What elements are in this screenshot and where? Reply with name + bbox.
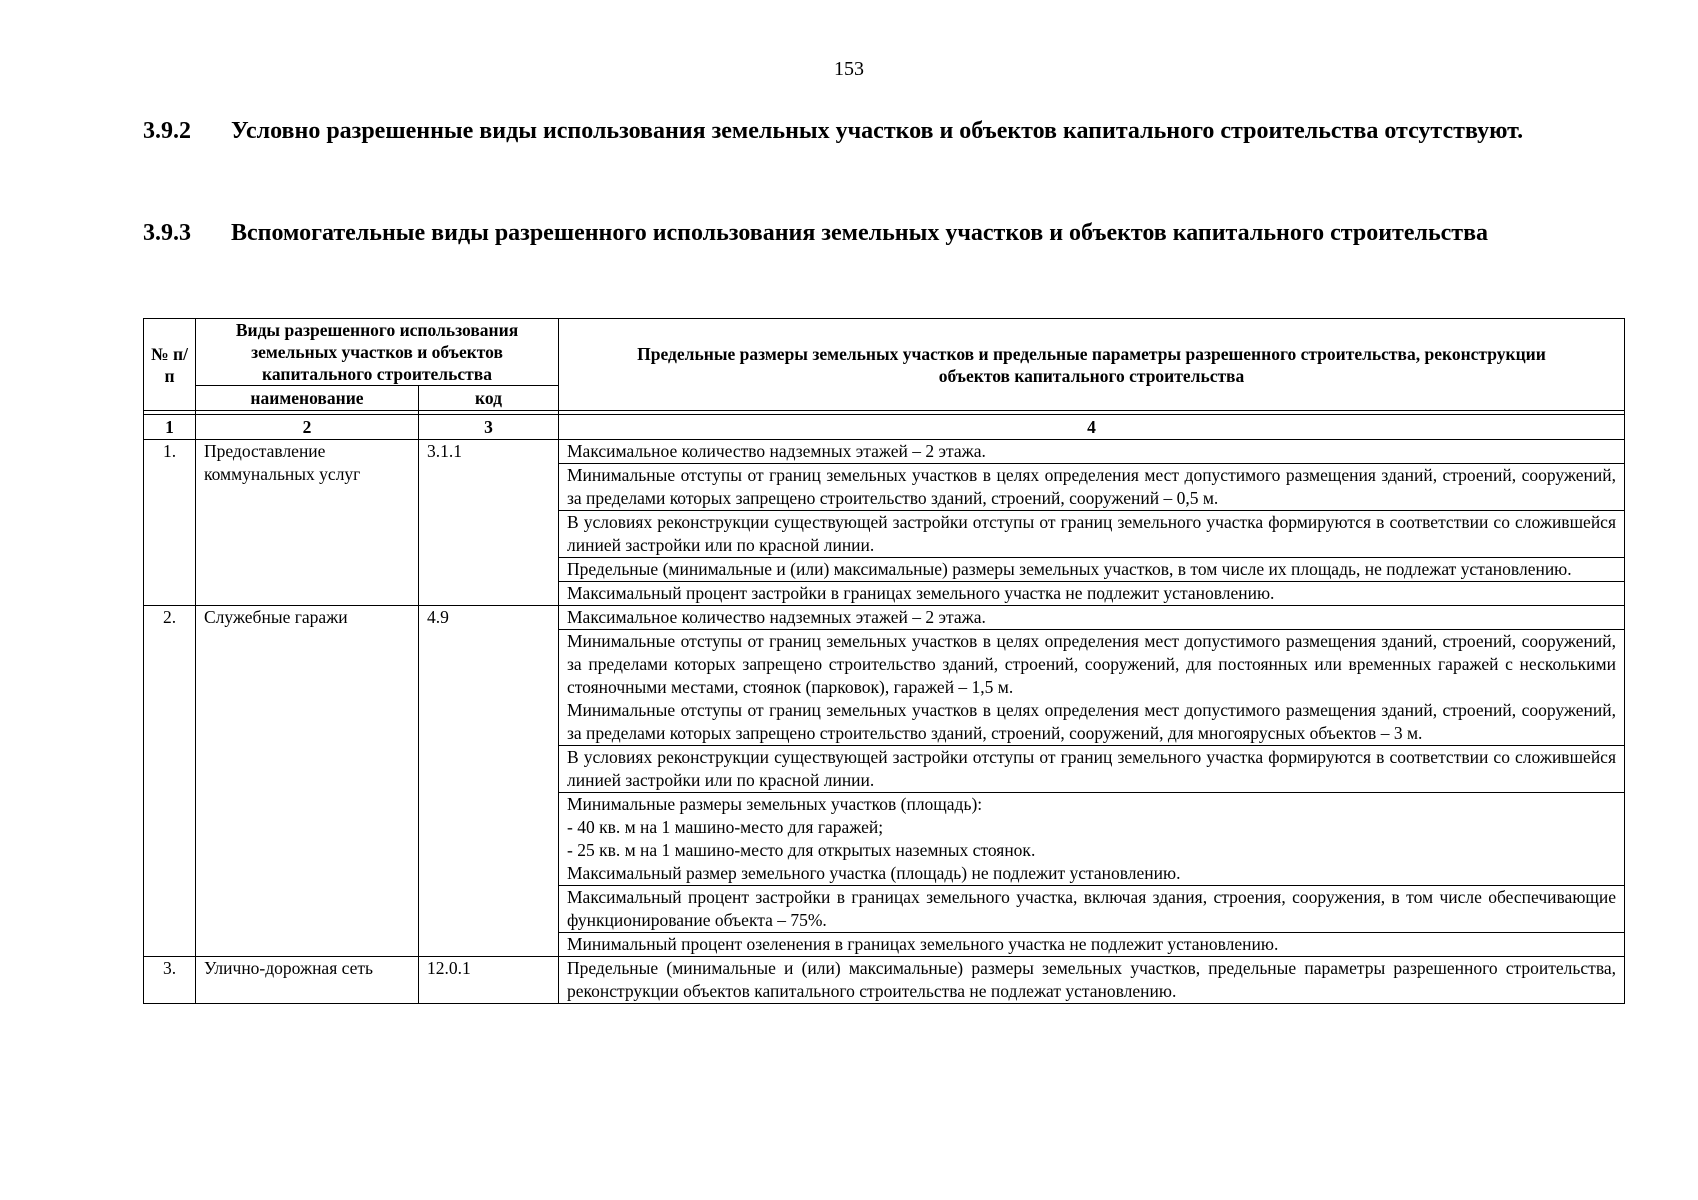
heading-text: Условно разрешенные виды использования земельных участков и объектов капитального строительства отсутствуют. <box>231 118 1524 144</box>
parameter-cell: Минимальные отступы от границ земельных участков в целях определения мест допустимого размещения зданий, строений, сооружений, за пределами которых запрещено строительство зданий, строений, сооружений – 0,5 м. <box>559 464 1625 511</box>
use-name: Предоставление коммунальных услуг <box>196 440 419 606</box>
heading-text: Вспомогательные виды разрешенного использования земельных участков и объектов капитального строительства <box>231 220 1489 246</box>
header-params: Предельные размеры земельных участков и предельные параметры разрешенного строительства, реконструкции объектов капитального строительства <box>559 319 1625 411</box>
column-number: 3 <box>419 415 559 440</box>
heading-number: 3.9.2 <box>143 118 191 144</box>
use-code: 3.1.1 <box>419 440 559 606</box>
heading-number: 3.9.3 <box>143 220 191 246</box>
row-number: 2. <box>144 606 196 957</box>
use-name: Служебные гаражи <box>196 606 419 957</box>
parameter-line: Минимальные отступы от границ земельных участков в целях определения мест допустимого размещения зданий, строений, сооружений, за пределами которых запрещено строительство зданий, строений, сооружений, для постоянных или временных гаражей с несколькими стояночными местами, стоянок (парковок), гаражей – 1,5 м. <box>567 631 1616 697</box>
row-number: 3. <box>144 957 196 1004</box>
page-number: 153 <box>834 58 864 80</box>
header-code: код <box>419 386 559 411</box>
parameter-line: Максимальный размер земельного участка (площадь) не подлежит установлению. <box>567 863 1181 883</box>
header-kinds: Виды разрешенного использования земельных участков и объектов капитального строительства <box>196 319 559 386</box>
section-heading-3-9-3 <box>143 218 1625 249</box>
row-number: 1. <box>144 440 196 606</box>
parameter-cell: Максимальное количество надземных этажей – 2 этажа. <box>559 440 1625 464</box>
header-number: № п/п <box>144 319 196 411</box>
parameter-cell: В условиях реконструкции существующей застройки отступы от границ земельного участка формируются в соответствии со сложившейся линией застройки или по красной линии. <box>559 746 1625 793</box>
header-name: наименование <box>196 386 419 411</box>
column-number: 2 <box>196 415 419 440</box>
table-row <box>144 957 1625 1004</box>
parameter-line: - 40 кв. м на 1 машино-место для гаражей; <box>567 817 884 837</box>
use-code: 4.9 <box>419 606 559 957</box>
parameter-cell <box>559 793 1625 886</box>
parameter-cell: Предельные (минимальные и (или) максимальные) размеры земельных участков, в том числе их площадь, не подлежат установлению. <box>559 558 1625 582</box>
parameter-line: - 25 кв. м на 1 машино-место для открытых наземных стоянок. <box>567 840 1036 860</box>
table-row <box>144 606 1625 630</box>
parameter-cell: Максимальный процент застройки в границах земельного участка, включая здания, строения, сооружения, в том числе обеспечивающие функционирование объекта – 75%. <box>559 886 1625 933</box>
parameter-line: Минимальные размеры земельных участков (площадь): <box>567 794 983 814</box>
use-name: Улично-дорожная сеть <box>196 957 419 1004</box>
parameter-cell: Предельные (минимальные и (или) максимальные) размеры земельных участков, предельные параметры разрешенного строительства, реконструкции объектов капитального строительства не подлежат установлению. <box>559 957 1625 1004</box>
parameter-line: Минимальные отступы от границ земельных участков в целях определения мест допустимого размещения зданий, строений, сооружений, за пределами которых запрещено строительство зданий, строений, сооружений, для многоярусных объектов – 3 м. <box>567 700 1616 743</box>
table-header-row <box>144 319 1625 386</box>
parameter-cell: Максимальный процент застройки в границах земельного участка не подлежит установлению. <box>559 582 1625 606</box>
land-use-table <box>143 318 1625 1004</box>
parameter-cell: Минимальный процент озеленения в границах земельного участка не подлежит установлению. <box>559 933 1625 957</box>
parameter-cell: Максимальное количество надземных этажей – 2 этажа. <box>559 606 1625 630</box>
use-code: 12.0.1 <box>419 957 559 1004</box>
column-number: 1 <box>144 415 196 440</box>
section-heading-3-9-2 <box>143 116 1625 147</box>
parameter-cell <box>559 630 1625 746</box>
column-number: 4 <box>559 415 1625 440</box>
parameter-cell: В условиях реконструкции существующей застройки отступы от границ земельного участка формируются в соответствии со сложившейся линией застройки или по красной линии. <box>559 511 1625 558</box>
column-numbers-row <box>144 415 1625 440</box>
table-row <box>144 440 1625 464</box>
